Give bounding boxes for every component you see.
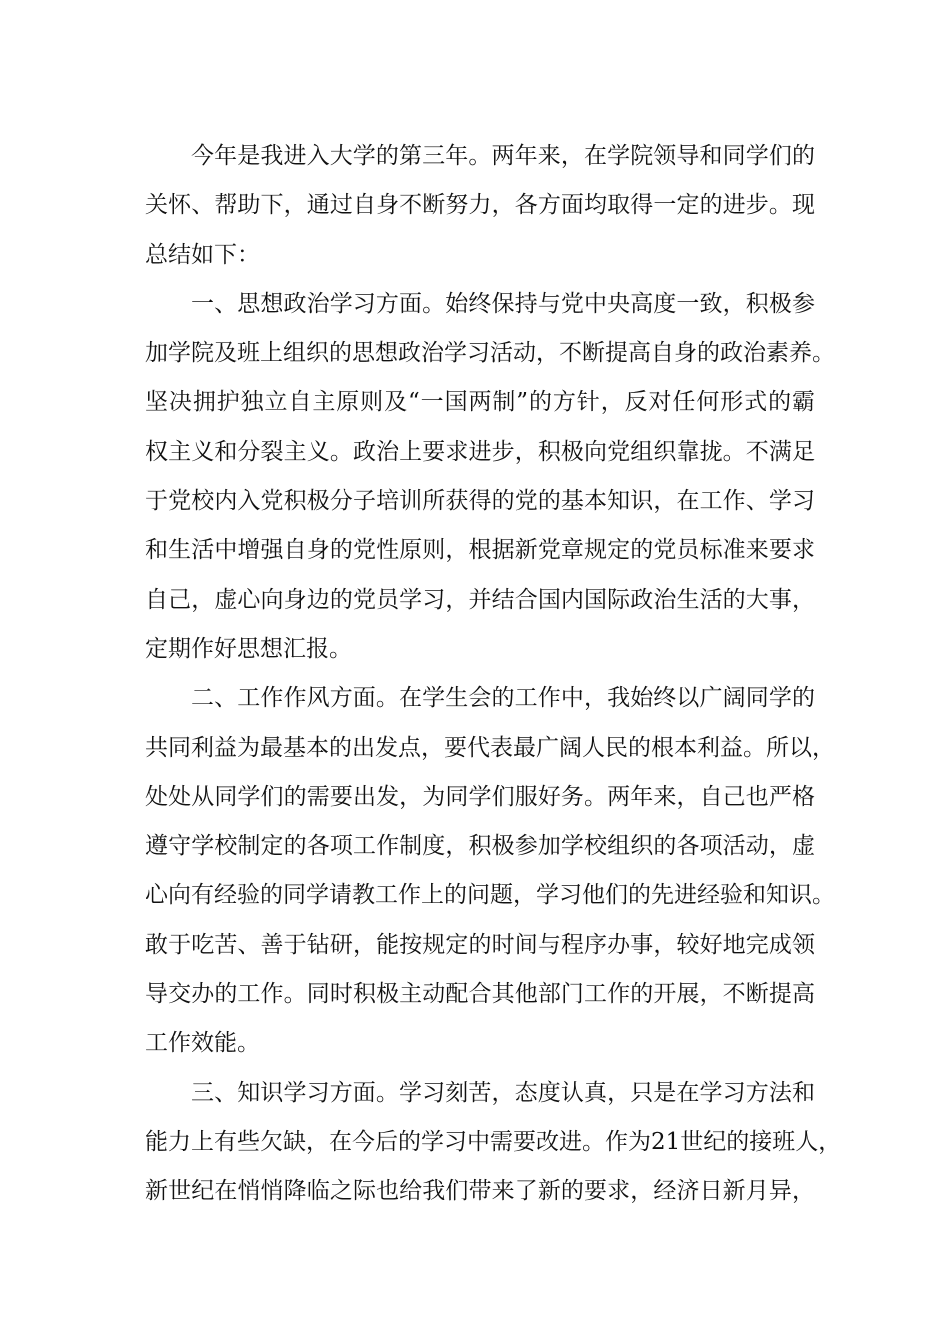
paragraph-2-line-2: 加学院及班上组织的思想政治学习活动，不断提高自身的政治素养。 — [145, 340, 835, 367]
paragraph-2-line-3: 坚决拥护独立自主原则及“一国两制”的方针，反对任何形式的霸 — [145, 389, 815, 416]
paragraph-2-line-5: 于党校内入党积极分子培训所获得的党的基本知识，在工作、学习 — [145, 488, 815, 515]
paragraph-2-line-1: 一、思想政治学习方面。始终保持与党中央高度一致，积极参 — [191, 290, 815, 317]
paragraph-3-line-6: 敢于吃苦、善于钻研，能按规定的时间与程序办事，较好地完成领 — [145, 931, 815, 958]
document-body — [145, 132, 842, 1217]
paragraph-3-line-4: 遵守学校制定的各项工作制度，积极参加学校组织的各项活动，虚 — [145, 833, 815, 860]
paragraph-3-line-1: 二、工作作风方面。在学生会的工作中，我始终以广阔同学的 — [191, 685, 815, 712]
paragraph-2-line-7: 自己，虚心向身边的党员学习，并结合国内国际政治生活的大事， — [145, 586, 815, 613]
paragraph-3-line-2: 共同利益为最基本的出发点，要代表最广阔人民的根本利益。所以， — [145, 734, 835, 761]
paragraph-1-line-2: 关怀、帮助下，通过自身不断努力，各方面均取得一定的进步。现 — [145, 192, 815, 219]
paragraph-2-line-8: 定期作好思想汇报。 — [145, 635, 352, 662]
paragraph-3-line-8: 工作效能。 — [145, 1030, 260, 1057]
paragraph-1-line-1: 今年是我进入大学的第三年。两年来，在学院领导和同学们的 — [191, 143, 815, 169]
paragraph-4-line-3: 新世纪在悄悄降临之际也给我们带来了新的要求，经济日新月异， — [145, 1178, 815, 1205]
paragraph-2-line-4: 权主义和分裂主义。政治上要求进步，积极向党组织靠拢。不满足 — [145, 438, 815, 465]
paragraph-3-line-3: 处处从同学们的需要出发，为同学们服好务。两年来，自己也严格 — [145, 783, 815, 810]
paragraph-4-line-2: 能力上有些欠缺，在今后的学习中需要改进。作为21世纪的接班人， — [145, 1128, 842, 1155]
paragraph-2-line-6: 和生活中增强自身的党性原则，根据新党章规定的党员标准来要求 — [145, 537, 815, 564]
paragraph-1-line-3: 总结如下： — [145, 241, 260, 268]
paragraph-3-line-5: 心向有经验的同学请教工作上的问题，学习他们的先进经验和知识。 — [145, 882, 835, 909]
paragraph-3-line-7: 导交办的工作。同时积极主动配合其他部门工作的开展，不断提高 — [145, 981, 815, 1008]
paragraph-4-line-1: 三、知识学习方面。学习刻苦，态度认真，只是在学习方法和 — [191, 1079, 815, 1106]
